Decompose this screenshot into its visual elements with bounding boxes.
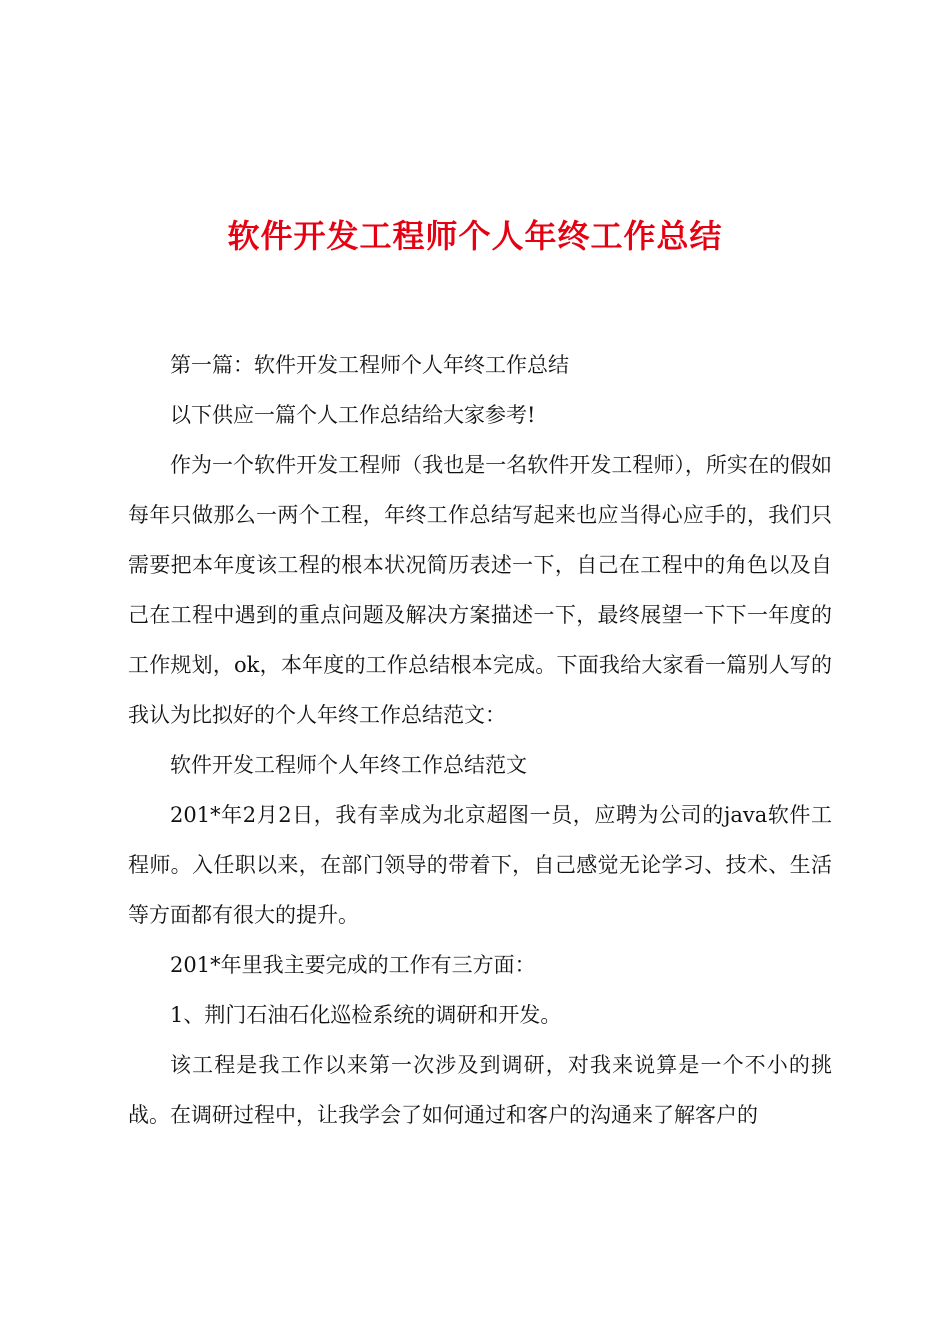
paragraph-work-summary: 201*年里我主要完成的工作有三方面： bbox=[170, 953, 536, 977]
paragraph-section-heading: 第一篇：软件开发工程师个人年终工作总结 bbox=[170, 353, 569, 377]
paragraph-intro: 以下供应一篇个人工作总结给大家参考! bbox=[170, 403, 536, 427]
document-title: 软件开发工程师个人年终工作总结 bbox=[227, 217, 723, 255]
paragraph-overview: 作为一个软件开发工程师（我也是一名软件开发工程师），所实在的假如每年只做那么一两个工程，年终工作总结写起来也应当得心应手的，我们只需要把本年度该工程的根本状况简历表述一下，自己在工程中的角色以及自己在工程中遇到的重点问题及解决方案描述一下，最终展望一下下一年度的工作规划，ok，本年度的工作总结根本完成。下面我给大家看一篇别人写的我认为比拟好的个人年终工作总结范文： bbox=[128, 453, 832, 727]
paragraph-item-1-detail: 该工程是我工作以来第一次涉及到调研，对我来说算是一个不小的挑战。在调研过程中，让我学会了如何通过和客户的沟通来了解客户的 bbox=[128, 1053, 832, 1127]
paragraph-sample-title: 软件开发工程师个人年终工作总结范文 bbox=[170, 753, 527, 777]
document-body bbox=[128, 340, 832, 1140]
paragraph-item-1: 1、荆门石油石化巡检系统的调研和开发。 bbox=[170, 1003, 562, 1027]
paragraph-joining: 201*年2月2日，我有幸成为北京超图一员，应聘为公司的java软件工程师。入任职以来，在部门领导的带着下，自己感觉无论学习、技术、生活等方面都有很大的提升。 bbox=[128, 803, 832, 927]
